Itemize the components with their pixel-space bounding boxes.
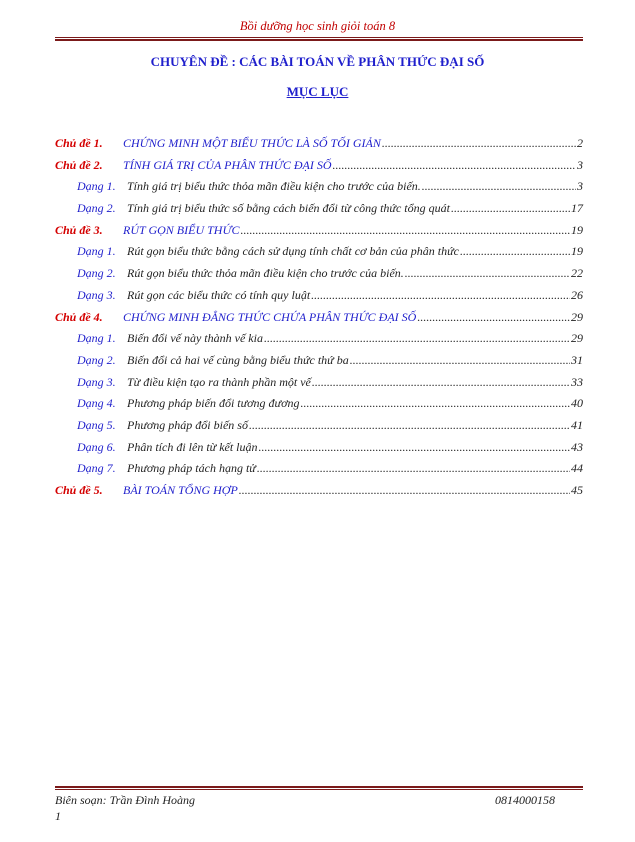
toc-entry-title: Tính giá trị biểu thức thỏa mãn điều kiện cho trước của biến. xyxy=(127,179,421,194)
toc-entry-number: Dạng 5. xyxy=(77,417,116,432)
toc-section-entry[interactable] xyxy=(55,179,583,201)
toc-entry-title: Rút gọn biểu thức thỏa mãn điều kiện cho trước của biến. xyxy=(127,266,404,281)
toc-section-entry[interactable] xyxy=(55,331,583,353)
toc-dot-leader xyxy=(311,288,570,303)
toc-dot-leader xyxy=(451,201,570,216)
toc-page-number: 29 xyxy=(571,331,583,346)
table-of-contents xyxy=(55,136,583,505)
toc-dot-leader xyxy=(417,310,570,325)
toc-entry-number: Dạng 2. xyxy=(77,266,116,281)
toc-section-entry[interactable] xyxy=(55,353,583,375)
toc-entry-number: Chủ đề 3. xyxy=(55,222,103,237)
toc-entry-number: Dạng 3. xyxy=(77,374,116,389)
toc-entry-title: CHỨNG MINH MỘT BIỂU THỨC LÀ SỐ TỐI GIẢN xyxy=(123,136,381,150)
toc-entry-title: BÀI TOÁN TỔNG HỢP xyxy=(123,483,238,497)
toc-page-number: 26 xyxy=(571,287,583,302)
toc-section-entry[interactable] xyxy=(55,418,583,440)
toc-chapter-entry[interactable] xyxy=(55,223,583,245)
toc-entry-number: Dạng 4. xyxy=(77,396,116,411)
toc-section-entry[interactable] xyxy=(55,288,583,310)
toc-heading: MỤC LỤC xyxy=(286,84,349,99)
toc-chapter-entry[interactable] xyxy=(55,136,583,158)
toc-section-entry[interactable] xyxy=(55,461,583,483)
toc-dot-leader xyxy=(422,179,576,194)
toc-dot-leader xyxy=(264,331,570,346)
header-rule-thick xyxy=(55,39,583,41)
toc-page-number: 29 xyxy=(571,309,583,324)
document-title: CHUYÊN ĐỀ : CÁC BÀI TOÁN VỀ PHÂN THỨC ĐẠI SỐ xyxy=(150,54,485,69)
toc-dot-leader xyxy=(239,483,570,498)
toc-entry-title: Tính giá trị biểu thức số bằng cách biến đổi từ công thức tổng quát xyxy=(127,201,450,216)
footer-rule-thin xyxy=(55,789,583,790)
toc-section-entry[interactable] xyxy=(55,440,583,462)
toc-entry-title: Rút gọn biểu thức bằng cách sử dụng tính chất cơ bản của phân thức xyxy=(127,244,459,259)
toc-page-number: 40 xyxy=(571,396,583,411)
toc-page-number: 22 xyxy=(571,266,583,281)
toc-entry-title: Rút gọn các biểu thức có tính quy luật xyxy=(127,287,311,302)
header-rule-thin xyxy=(55,37,583,38)
toc-section-entry[interactable] xyxy=(55,266,583,288)
toc-entry-number: Dạng 3. xyxy=(77,287,116,302)
toc-page-number: 44 xyxy=(571,461,583,476)
toc-page-number: 19 xyxy=(571,222,583,237)
toc-entry-title: TÍNH GIÁ TRỊ CỦA PHÂN THỨC ĐẠI SỐ xyxy=(123,157,332,172)
page-header: Bồi dưỡng học sinh giỏi toán 8 xyxy=(239,19,396,33)
toc-dot-leader xyxy=(382,136,576,151)
toc-dot-leader xyxy=(301,396,570,411)
toc-entry-title: Phương pháp biến đổi tương đương xyxy=(127,396,300,411)
toc-chapter-entry[interactable] xyxy=(55,158,583,180)
toc-entry-title: Từ điều kiện tạo ra thành phần một vế xyxy=(127,374,311,389)
toc-section-entry[interactable] xyxy=(55,375,583,397)
toc-page-number: 3 xyxy=(577,157,583,172)
toc-entry-number: Chủ đề 5. xyxy=(55,483,103,497)
toc-dot-leader xyxy=(241,223,570,238)
toc-entry-title: RÚT GỌN BIỂU THỨC xyxy=(123,222,240,237)
toc-page-number: 45 xyxy=(571,483,583,497)
toc-entry-number: Dạng 1. xyxy=(77,244,116,259)
toc-entry-number: Chủ đề 2. xyxy=(55,157,103,172)
toc-dot-leader xyxy=(312,375,570,390)
toc-page-number: 41 xyxy=(571,417,583,432)
toc-dot-leader xyxy=(259,440,570,455)
toc-dot-leader xyxy=(333,158,577,173)
toc-dot-leader xyxy=(350,353,570,368)
toc-section-entry[interactable] xyxy=(55,201,583,223)
toc-dot-leader xyxy=(249,418,570,433)
toc-dot-leader xyxy=(257,461,570,476)
toc-entry-number: Dạng 1. xyxy=(77,331,116,346)
toc-entry-number: Dạng 2. xyxy=(77,201,116,216)
toc-entry-number: Dạng 1. xyxy=(77,179,116,194)
toc-chapter-entry[interactable] xyxy=(55,310,583,332)
toc-entry-number: Chủ đề 4. xyxy=(55,309,103,324)
toc-page-number: 3 xyxy=(577,179,583,194)
toc-dot-leader xyxy=(405,266,570,281)
toc-entry-title: Phương pháp tách hạng tử xyxy=(127,461,256,476)
toc-chapter-entry[interactable] xyxy=(55,483,583,505)
toc-entry-title: CHỨNG MINH ĐẲNG THỨC CHỨA PHÂN THỨC ĐẠI SỐ xyxy=(123,309,417,324)
toc-entry-number: Dạng 6. xyxy=(77,439,116,454)
toc-dot-leader xyxy=(460,244,570,259)
toc-entry-title: Phương pháp đổi biến số xyxy=(127,417,248,432)
toc-entry-title: Phân tích đi lên từ kết luận xyxy=(127,439,258,454)
toc-page-number: 31 xyxy=(571,352,583,367)
toc-entry-title: Biến đổi vế này thành vế kia xyxy=(127,331,263,346)
toc-page-number: 43 xyxy=(571,439,583,454)
toc-entry-title: Biến đổi cả hai vế cùng bằng biểu thức thứ ba xyxy=(127,352,349,367)
toc-entry-number: Dạng 2. xyxy=(77,352,116,367)
toc-section-entry[interactable] xyxy=(55,396,583,418)
toc-page-number: 17 xyxy=(571,201,583,216)
footer-author: Biên soạn: Trần Đình Hoàng xyxy=(55,793,196,807)
toc-section-entry[interactable] xyxy=(55,244,583,266)
toc-entry-number: Chủ đề 1. xyxy=(55,136,103,150)
footer-phone: 0814000158 xyxy=(495,793,555,807)
footer-rule-thick xyxy=(55,786,583,788)
toc-page-number: 2 xyxy=(577,136,583,150)
toc-entry-number: Dạng 7. xyxy=(77,461,116,476)
toc-page-number: 33 xyxy=(571,374,583,389)
toc-page-number: 19 xyxy=(571,244,583,259)
page-number: 1 xyxy=(55,809,61,823)
